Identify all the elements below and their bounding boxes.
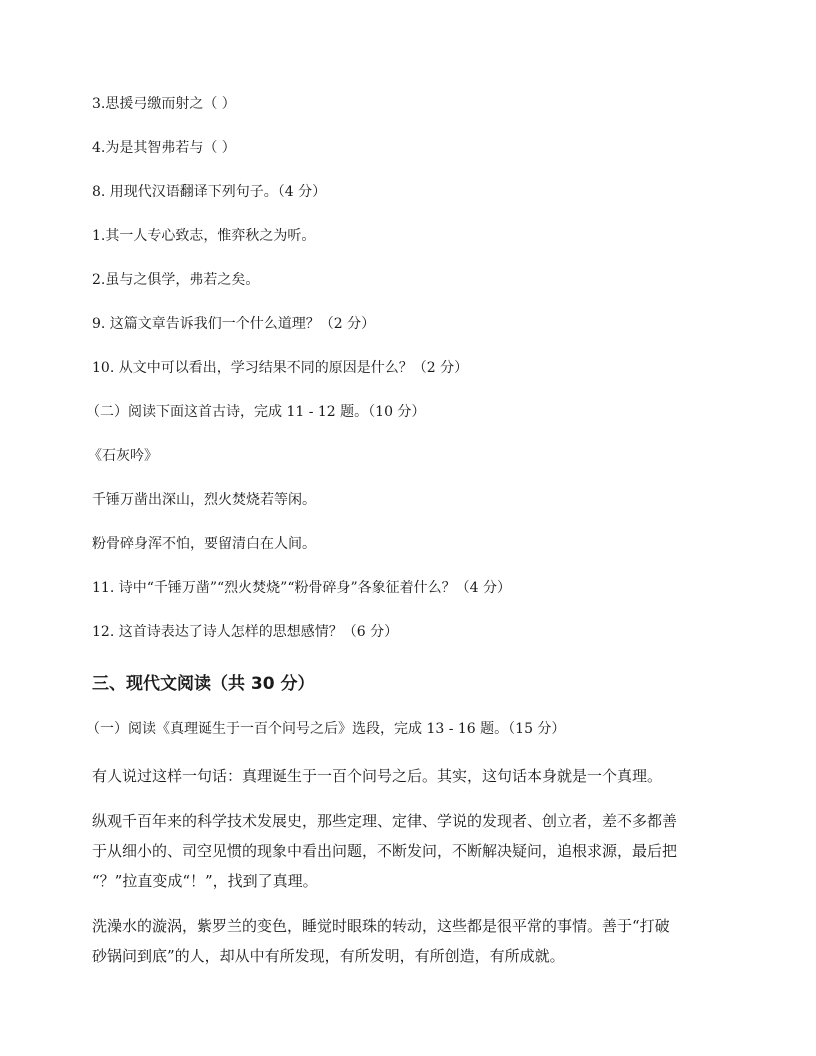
paragraph-2-line-3: “？”拉直变成“！”，找到了真理。 (92, 872, 318, 890)
question-3: 3.思援弓缴而射之（ ） (92, 96, 236, 112)
paragraph-1 (92, 761, 724, 791)
paragraph-2-line-2: 于从细小的、司空见惯的现象中看出问题，不断发问，不断解决疑问，追根求源，最后把 (92, 842, 678, 860)
paragraph-3-line-1: 洗澡水的漩涡，紫罗兰的变色，睡觉时眼珠的转动，这些都是很平常的事情。善于“打破 (92, 917, 670, 935)
poem-title: 《石灰吟》 (88, 448, 158, 464)
section-3-heading: 三、现代文阅读（共 30 分） (92, 674, 315, 694)
poem-line-2: 粉骨碎身浑不怕，要留清白在人间。 (92, 536, 316, 552)
question-11: 11. 诗中“千锤万凿”“烈火焚烧”“粉骨碎身”各象征着什么？（4 分） (92, 580, 512, 596)
sentence-1: 1.其一人专心致志，惟弈秋之为听。 (92, 228, 316, 244)
sentence-2: 2.虽与之俱学，弗若之矣。 (92, 272, 260, 288)
question-9: 9. 这篇文章告诉我们一个什么道理？（2 分） (92, 316, 376, 332)
paragraph-2 (92, 806, 724, 896)
poem-line-1: 千锤万凿出深山，烈火焚烧若等闲。 (92, 492, 316, 508)
question-12: 12. 这首诗表达了诗人怎样的思想感情？（6 分） (92, 624, 399, 640)
paragraph-3 (92, 911, 724, 971)
paragraph-2-line-1: 纵观千百年来的科学技术发展史，那些定理、定律、学说的发现者、创立者，差不多都善 (92, 812, 678, 830)
question-4: 4.为是其智弗若与（ ） (92, 140, 236, 156)
question-8: 8. 用现代汉语翻译下列句子。（4 分） (92, 184, 327, 200)
paragraph-1-line: 有人说过这样一句话：真理诞生于一百个问号之后。其实，这句话本身就是一个真理。 (92, 767, 663, 785)
question-10: 10. 从文中可以看出，学习结果不同的原因是什么？（2 分） (92, 360, 469, 376)
paragraph-3-line-2: 砂锅问到底”的人，却从中有所发现，有所发明，有所创造，有所成就。 (92, 947, 565, 965)
part-3-1-instruction: （一）阅读《真理诞生于一百个问号之后》选段，完成 13 - 16 题。（15 分） (86, 721, 566, 737)
part-2-instruction: （二）阅读下面这首古诗，完成 11 - 12 题。（10 分） (86, 404, 426, 420)
